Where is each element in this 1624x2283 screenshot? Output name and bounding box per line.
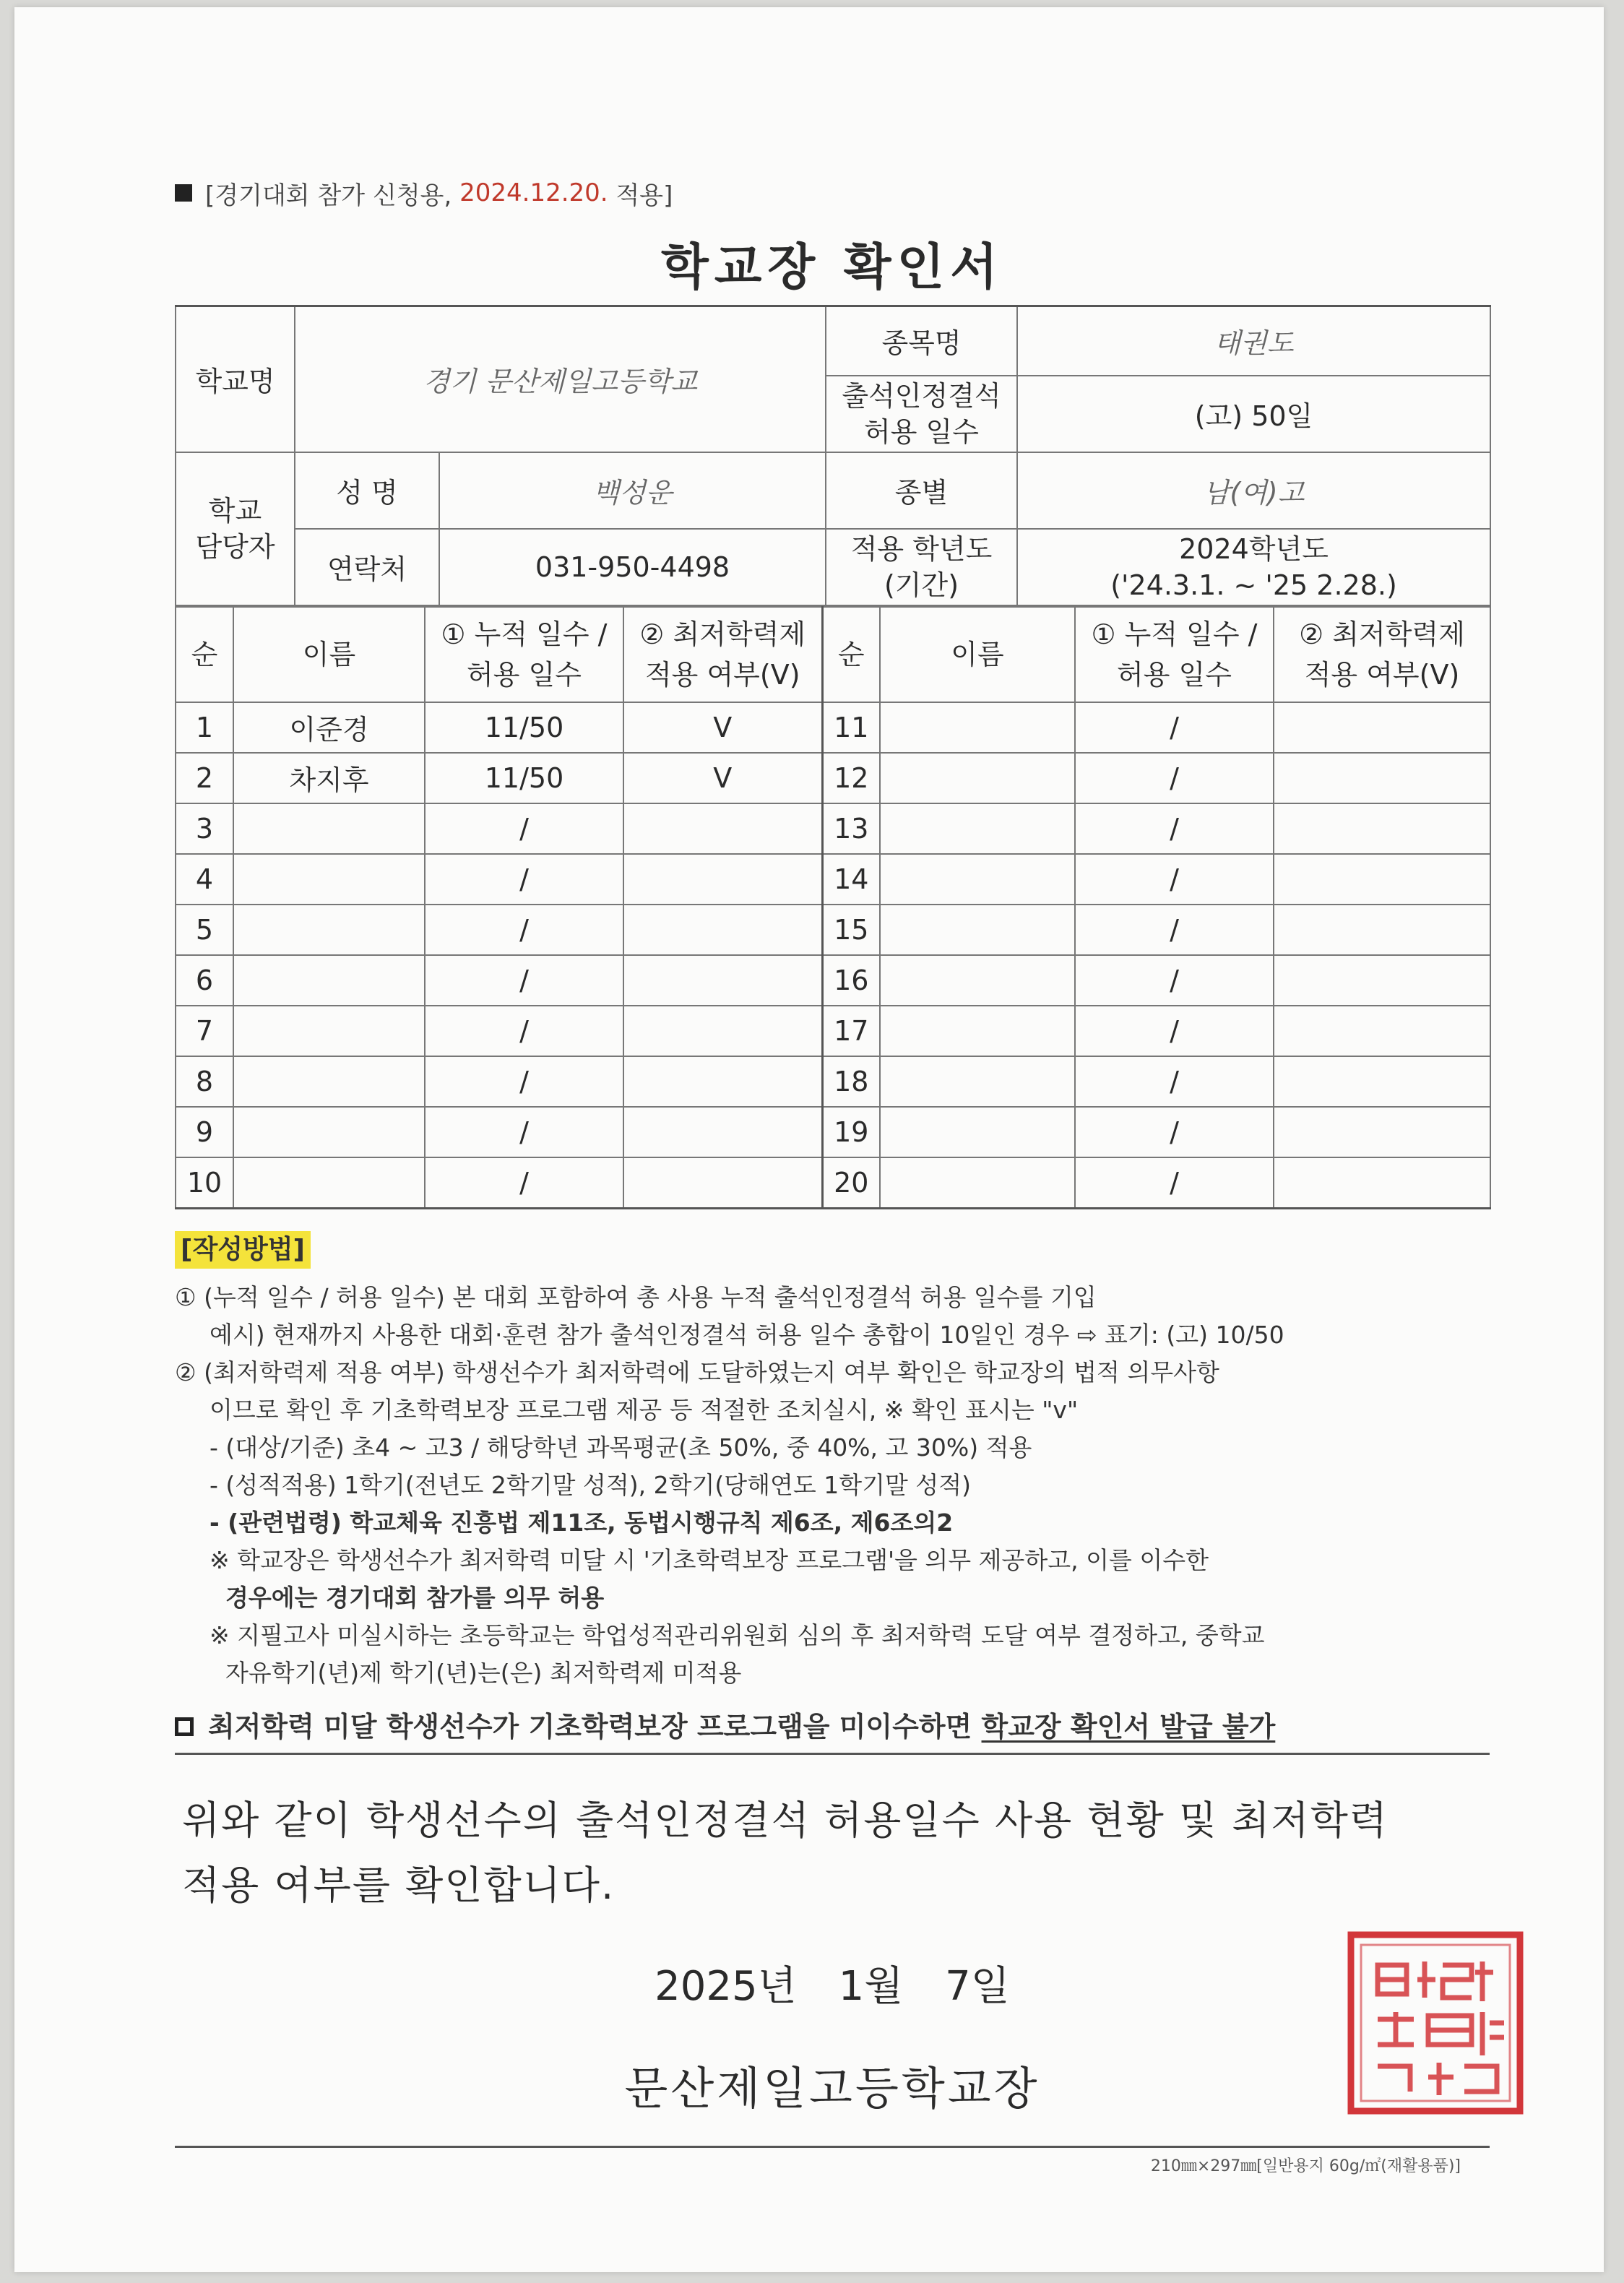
row-no: 16 xyxy=(822,955,880,1006)
row-check xyxy=(1274,702,1490,753)
row-days: / xyxy=(425,1157,623,1209)
type-label: 종별 xyxy=(826,452,1017,529)
row-days: / xyxy=(1075,905,1274,955)
row-name xyxy=(233,1157,425,1209)
row-name xyxy=(880,905,1075,955)
roster-table xyxy=(175,606,1491,1209)
year-value-2: ('24.3.1. ~ '25 2.28.) xyxy=(1110,569,1397,601)
row-name xyxy=(233,1056,425,1107)
row-no: 10 xyxy=(176,1157,233,1209)
row-name xyxy=(233,803,425,854)
header-date: 2024.12.20. xyxy=(459,178,608,207)
closing-statement xyxy=(175,1788,1490,1918)
document-page xyxy=(14,7,1604,2272)
row-name xyxy=(233,854,425,905)
col-check-left-1: ② 최저학력제 xyxy=(639,618,806,650)
table-row xyxy=(176,1006,1490,1056)
manager-label-1: 학교 xyxy=(208,494,262,527)
row-days: / xyxy=(1075,854,1274,905)
row-check xyxy=(623,905,822,955)
row-no: 11 xyxy=(822,702,880,753)
sport-label: 종목명 xyxy=(826,306,1017,376)
row-no: 14 xyxy=(822,854,880,905)
row-name: 차지후 xyxy=(233,753,425,803)
name-value: 백성운 xyxy=(439,452,826,529)
instruction-line: ② (최저학력제 적용 여부) 학생선수가 최저학력에 도달하였는지 여부 확인은 학교장의 법적 의무사항 xyxy=(175,1358,1219,1386)
row-name xyxy=(880,1107,1075,1157)
instructions-section xyxy=(175,1231,1490,1755)
row-days: / xyxy=(425,854,623,905)
row-no: 2 xyxy=(176,753,233,803)
row-name xyxy=(880,803,1075,854)
row-name xyxy=(880,753,1075,803)
row-days: / xyxy=(425,803,623,854)
row-no: 17 xyxy=(822,1006,880,1056)
document-content xyxy=(175,173,1490,2176)
row-days: / xyxy=(425,1107,623,1157)
row-no: 20 xyxy=(822,1157,880,1209)
col-no-right: 순 xyxy=(822,607,880,702)
row-check xyxy=(623,955,822,1006)
row-days: / xyxy=(425,955,623,1006)
signer-name: 문산제일고등학교장 xyxy=(624,2061,1040,2115)
row-days: / xyxy=(1075,1056,1274,1107)
instruction-line: ※ 지필고사 미실시하는 초등학교는 학업성적관리위원회 심의 후 최저학력 도달 여부 결정하고, 중학교 xyxy=(210,1620,1265,1649)
closing-line-2: 적용 여부를 확인합니다. xyxy=(182,1862,616,1908)
row-no: 13 xyxy=(822,803,880,854)
row-days: / xyxy=(1075,803,1274,854)
row-no: 8 xyxy=(176,1056,233,1107)
contact-value: 031-950-4498 xyxy=(439,529,826,605)
row-check xyxy=(1274,1006,1490,1056)
row-check xyxy=(623,1056,822,1107)
issue-date: 2025년 1월 7일 xyxy=(655,1962,1010,2010)
school-label: 학교명 xyxy=(176,306,295,452)
col-days-left-1: ① 누적 일수 / xyxy=(441,618,608,650)
official-seal-icon xyxy=(1345,1929,1526,2117)
row-check xyxy=(623,1157,822,1209)
row-check xyxy=(1274,803,1490,854)
table-row xyxy=(176,1107,1490,1157)
absence-label-1: 출석인정결석 xyxy=(842,379,1001,412)
table-row xyxy=(176,1056,1490,1107)
year-value-1: 2024학년도 xyxy=(1179,532,1329,565)
row-no: 7 xyxy=(176,1006,233,1056)
table-row xyxy=(176,955,1490,1006)
col-check-right-1: ② 최저학력제 xyxy=(1299,618,1465,650)
row-name xyxy=(233,905,425,955)
instruction-line: - (성적적용) 1학기(전년도 2학기말 성적), 2학기(당해연도 1학기말 성적) xyxy=(210,1470,972,1499)
col-name-right: 이름 xyxy=(880,607,1075,702)
notice-text: 최저학력 미달 학생선수가 기초학력보장 프로그램을 미이수하면 xyxy=(208,1710,972,1743)
header-suffix: 적용] xyxy=(616,181,673,210)
row-days: / xyxy=(1075,955,1274,1006)
row-name xyxy=(880,702,1075,753)
year-label xyxy=(826,529,1017,605)
row-no: 4 xyxy=(176,854,233,905)
type-value: 남(여)고 xyxy=(1017,452,1490,529)
year-label-1: 적용 학년도 xyxy=(850,532,993,565)
instruction-line: 경우에는 경기대회 참가를 의무 허용 xyxy=(225,1583,605,1612)
row-name xyxy=(880,1157,1075,1209)
instruction-line: 이므로 확인 후 기초학력보장 프로그램 제공 등 적절한 조치실시, ※ 확인 표시는 "v" xyxy=(210,1395,1079,1424)
row-no: 5 xyxy=(176,905,233,955)
row-name xyxy=(880,1006,1075,1056)
header-line xyxy=(175,173,1490,212)
absence-label-2: 허용 일수 xyxy=(864,415,979,448)
row-check xyxy=(1274,1157,1490,1209)
row-check xyxy=(623,1006,822,1056)
col-check-left-2: 적용 여부(V) xyxy=(644,658,800,691)
instruction-line: - (대상/기준) 초4 ~ 고3 / 해당학년 과목평균(초 50%, 중 40%, 고 30%) 적용 xyxy=(210,1433,1032,1462)
info-table xyxy=(175,305,1491,606)
row-name xyxy=(880,955,1075,1006)
table-row xyxy=(176,702,1490,753)
row-days: / xyxy=(1075,1107,1274,1157)
col-days-left-2: 허용 일수 xyxy=(467,658,582,691)
col-check-left xyxy=(623,607,822,702)
sport-value: 태권도 xyxy=(1017,306,1490,376)
row-check xyxy=(1274,905,1490,955)
year-value xyxy=(1017,529,1490,605)
row-name xyxy=(880,854,1075,905)
row-no: 18 xyxy=(822,1056,880,1107)
row-no: 3 xyxy=(176,803,233,854)
row-no: 9 xyxy=(176,1107,233,1157)
instructions-label: [작성방법] xyxy=(175,1231,311,1269)
col-days-right xyxy=(1075,607,1274,702)
row-check xyxy=(623,803,822,854)
manager-label xyxy=(176,452,295,605)
row-check xyxy=(1274,1107,1490,1157)
header-prefix: [경기대회 참가 신청용, xyxy=(205,181,452,210)
table-row xyxy=(176,854,1490,905)
row-no: 19 xyxy=(822,1107,880,1157)
name-label: 성 명 xyxy=(295,452,439,529)
row-days: 11/50 xyxy=(425,753,623,803)
row-no: 12 xyxy=(822,753,880,803)
row-name xyxy=(233,955,425,1006)
table-row xyxy=(176,905,1490,955)
row-days: 11/50 xyxy=(425,702,623,753)
row-no: 1 xyxy=(176,702,233,753)
row-check xyxy=(1274,854,1490,905)
row-days: / xyxy=(425,1006,623,1056)
row-days: / xyxy=(425,1056,623,1107)
row-name xyxy=(233,1006,425,1056)
row-check xyxy=(1274,1056,1490,1107)
closing-line-1: 위와 같이 학생선수의 출석인정결석 허용일수 사용 현황 및 최저학력 xyxy=(182,1797,1388,1843)
row-days: / xyxy=(425,905,623,955)
col-name-left: 이름 xyxy=(233,607,425,702)
row-days: / xyxy=(1075,702,1274,753)
table-row xyxy=(176,753,1490,803)
paper-spec: 210㎜×297㎜[일반용지 60g/㎡(재활용품)] xyxy=(1150,2157,1461,2175)
row-name xyxy=(880,1056,1075,1107)
footer-divider xyxy=(175,2146,1490,2148)
table-row xyxy=(176,803,1490,854)
absence-value: (고) 50일 xyxy=(1017,376,1490,452)
square-bullet-icon xyxy=(175,184,192,202)
row-name xyxy=(233,1107,425,1157)
col-days-right-2: 허용 일수 xyxy=(1117,658,1232,691)
col-check-right xyxy=(1274,607,1490,702)
row-no: 6 xyxy=(176,955,233,1006)
school-value: 경기 문산제일고등학교 xyxy=(295,306,826,452)
col-days-left xyxy=(425,607,623,702)
row-check xyxy=(623,854,822,905)
instruction-line: 자유학기(년)제 학기(년)는(은) 최저학력제 미적용 xyxy=(225,1658,742,1687)
instruction-line: ※ 학교장은 학생선수가 최저학력 미달 시 '기초학력보장 프로그램'을 의무 제공하고, 이를 이수한 xyxy=(210,1545,1209,1574)
row-check xyxy=(1274,753,1490,803)
row-check xyxy=(1274,955,1490,1006)
row-check: V xyxy=(623,702,822,753)
row-no: 15 xyxy=(822,905,880,955)
notice-line xyxy=(175,1708,1490,1755)
instruction-line: ① (누적 일수 / 허용 일수) 본 대회 포함하여 총 사용 누적 출석인정결석 허용 일수를 기입 xyxy=(175,1282,1097,1311)
instruction-line: - (관련법령) 학교체육 진흥법 제11조, 동법시행규칙 제6조, 제6조의2 xyxy=(210,1508,954,1537)
page-title: 학교장 확인서 xyxy=(661,239,1003,296)
row-check xyxy=(623,1107,822,1157)
table-row xyxy=(176,1157,1490,1209)
notice-box-icon xyxy=(175,1717,194,1736)
row-days: / xyxy=(1075,753,1274,803)
instruction-line: 예시) 현재까지 사용한 대회·훈련 참가 출석인정결석 허용 일수 총합이 10일인 경우 ⇨ 표기: (고) 10/50 xyxy=(210,1320,1284,1349)
year-label-2: (기간) xyxy=(884,569,959,601)
notice-underlined: 학교장 확인서 발급 불가 xyxy=(981,1710,1276,1743)
manager-label-2: 담당자 xyxy=(195,530,275,563)
row-days: / xyxy=(1075,1157,1274,1209)
col-days-right-1: ① 누적 일수 / xyxy=(1091,618,1258,650)
col-no-left: 순 xyxy=(176,607,233,702)
absence-label xyxy=(826,376,1017,452)
row-name: 이준경 xyxy=(233,702,425,753)
row-days: / xyxy=(1075,1006,1274,1056)
col-check-right-2: 적용 여부(V) xyxy=(1304,658,1460,691)
row-check: V xyxy=(623,753,822,803)
contact-label: 연락처 xyxy=(295,529,439,605)
